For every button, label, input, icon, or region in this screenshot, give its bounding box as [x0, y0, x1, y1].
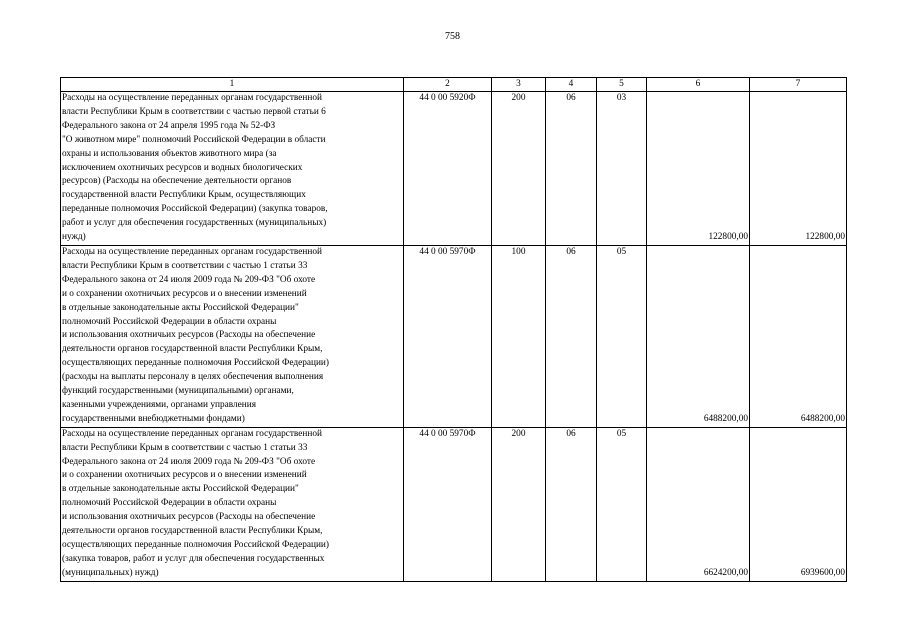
description-line: осуществляющих переданные полномочия Российской Федерации)	[62, 540, 330, 550]
amount-6-cell: 6488200,00	[647, 245, 750, 427]
description-line: работ и услуг для обеспечения государственных (муниципальных)	[62, 218, 327, 229]
expense-type-cell: 200	[492, 92, 546, 246]
column-header: 6	[647, 78, 750, 92]
description-line: власти Республики Крым в соответствии с частью первой статьи 6	[62, 106, 326, 117]
description-line: деятельности органов государственной власти Республики Крым,	[62, 526, 323, 537]
amount-7-cell: 122800,00	[750, 92, 847, 246]
description-line: казенными учреждениями, органами управления	[62, 399, 256, 410]
description-line: Федерального закона от 24 июля 2009 года № 209-ФЗ "Об охоте	[62, 274, 316, 285]
description-line: власти Республики Крым в соответствии с частью 1 статьи 33	[62, 442, 308, 453]
column-header: 3	[492, 78, 546, 92]
description-line: функций государственными (муниципальными) органами,	[62, 386, 294, 397]
amount-6-cell: 122800,00	[647, 92, 750, 246]
column-header: 4	[546, 78, 597, 92]
section-cell: 06	[546, 92, 597, 246]
section-cell: 06	[546, 427, 597, 581]
target-code-cell: 44 0 00 5970Ф	[404, 245, 492, 427]
row-description	[61, 427, 404, 581]
column-header: 7	[750, 78, 847, 92]
row-description	[61, 92, 404, 246]
description-line: (расходы на выплаты персоналу в целях обеспечения выполнения	[62, 372, 324, 383]
table-row	[61, 92, 847, 246]
description-line: Расходы на осуществление переданных органам государственной	[62, 93, 322, 103]
expense-type-cell: 100	[492, 245, 546, 427]
description-line: и о сохранении охотничьих ресурсов и о внесении изменений	[62, 288, 307, 299]
description-line: и использования охотничьих ресурсов (Расходы на обеспечение	[62, 330, 316, 341]
description-line: деятельности органов государственной власти Республики Крым,	[62, 344, 323, 355]
description-line: полномочий Российской Федерации в области охраны	[62, 498, 277, 509]
column-header: 5	[597, 78, 647, 92]
row-description	[61, 245, 404, 427]
column-header: 1	[61, 78, 404, 92]
column-header: 2	[404, 78, 492, 92]
table-row	[61, 427, 847, 581]
subsection-cell: 05	[597, 427, 647, 581]
description-line: (муниципальных) нужд)	[62, 567, 159, 578]
section-cell: 06	[546, 245, 597, 427]
description-line: Расходы на осуществление переданных органам государственной	[62, 246, 322, 257]
description-line: (закупка товаров, работ и услуг для обеспечения государственных	[62, 553, 325, 564]
description-line: Расходы на осуществление переданных органам государственной	[62, 428, 322, 439]
budget-table	[60, 77, 847, 582]
description-line: ресурсов) (Расходы на обеспечение деятельности органов	[62, 176, 292, 187]
description-line: власти Республики Крым в соответствии с частью 1 статьи 33	[62, 260, 308, 271]
target-code-cell: 44 0 00 5920Ф	[404, 92, 492, 246]
amount-6-cell: 6624200,00	[647, 427, 750, 581]
amount-7-cell: 6939600,00	[750, 427, 847, 581]
expense-type-cell: 200	[492, 427, 546, 581]
amount-7-cell: 6488200,00	[750, 245, 847, 427]
description-line: осуществляющих переданные полномочия Российской Федерации)	[62, 358, 330, 369]
subsection-cell: 03	[597, 92, 647, 246]
description-line: переданные полномочия Российской Федерации) (закупка товаров,	[62, 204, 328, 215]
description-line: нужд)	[62, 232, 86, 243]
subsection-cell: 05	[597, 245, 647, 427]
description-line: государственной власти Республики Крым, осуществляющих	[62, 190, 306, 201]
description-line: Федерального закона от 24 апреля 1995 года № 52-ФЗ	[62, 120, 276, 131]
description-line: Федерального закона от 24 июля 2009 года № 209-ФЗ "Об охоте	[62, 456, 316, 467]
table-header-row	[61, 78, 847, 92]
description-line: и о сохранении охотничьих ресурсов и о внесении изменений	[62, 470, 307, 481]
description-line: полномочий Российской Федерации в области охраны	[62, 316, 277, 327]
description-line: государственными внебюджетными фондами)	[62, 413, 245, 424]
description-line: в отдельные законодательные акты Российской Федерации"	[62, 302, 299, 313]
description-line: охраны и использования объектов животного мира (за	[62, 148, 277, 159]
target-code-cell: 44 0 00 5970Ф	[404, 427, 492, 581]
description-line: "О животном мире" полномочий Российской Федерации в области	[62, 134, 326, 145]
description-line: и использования охотничьих ресурсов (Расходы на обеспечение	[62, 512, 316, 523]
table-row	[61, 245, 847, 427]
page-number: 758	[445, 31, 460, 42]
description-line: в отдельные законодательные акты Российской Федерации"	[62, 484, 299, 495]
description-line: исключением охотничьих ресурсов и водных биологических	[62, 162, 303, 173]
